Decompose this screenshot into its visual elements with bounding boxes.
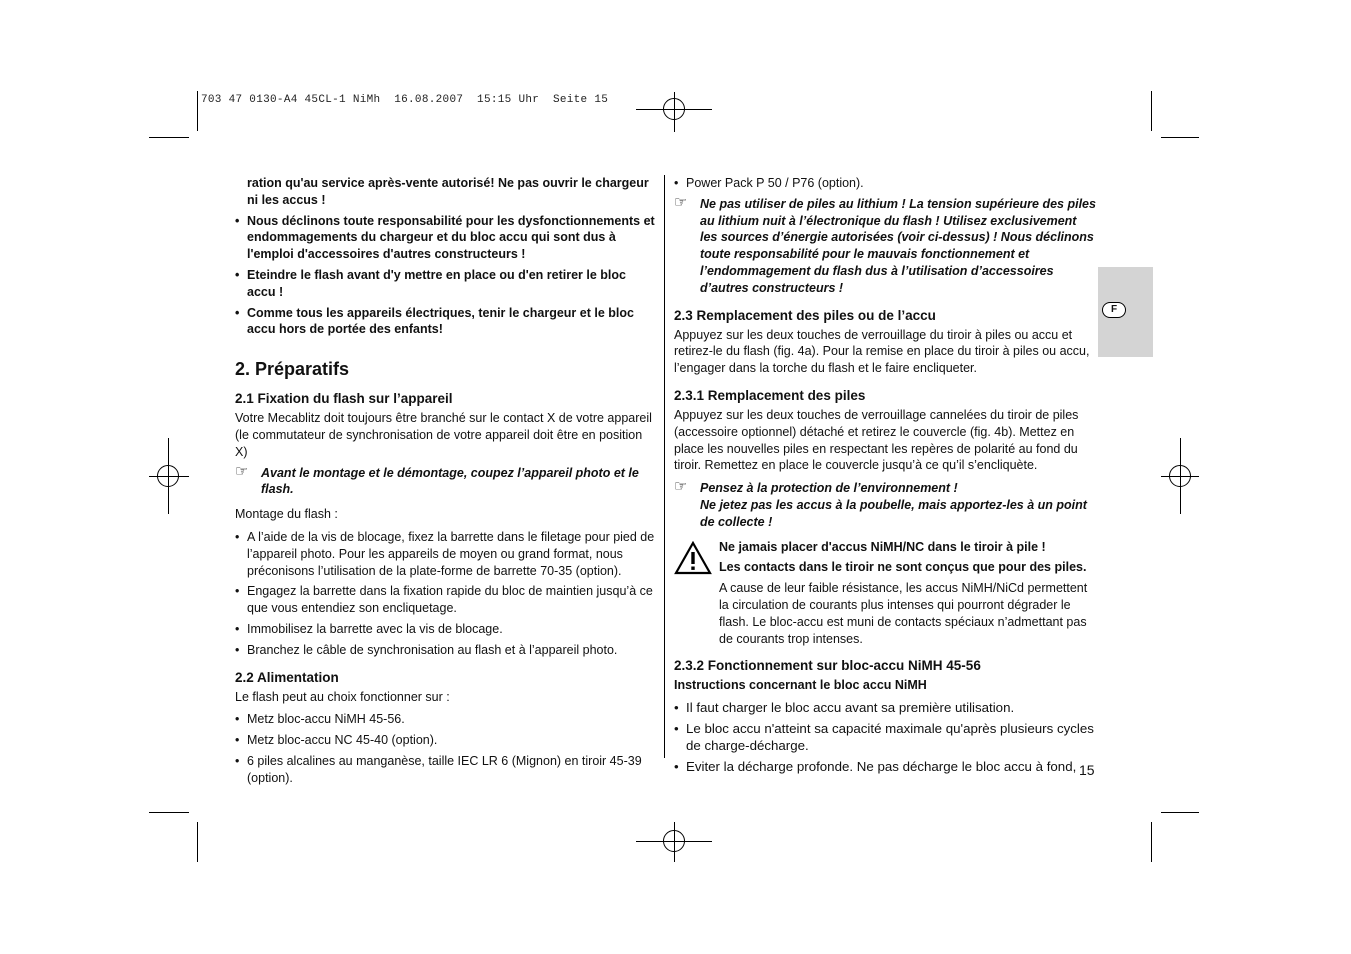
list-item: • Eviter la décharge profonde. Ne pas décharge le bloc accu à fond, (674, 758, 1077, 774)
paragraph-heading: Instructions concernant le bloc accu NiMH (674, 678, 927, 693)
paragraph: Votre Mecablitz doit toujours être branché sur le contact X de votre appareil (le commutateur de synchronisation de votre appareil doit être en position X) (235, 411, 652, 459)
list-item: • Engagez la barrette dans la fixation rapide du bloc de maintien jusqu’à ce que vous entendiez son encliquetage. (235, 584, 653, 616)
print-header: 703 47 0130-A4 45CL-1 NiMh 16.08.2007 15:15 Uhr Seite 15 (201, 94, 609, 106)
page-number: 15 (1079, 762, 1095, 778)
list-item: • 6 piles alcalines au manganèse, taille IEC LR 6 (Mignon) en tiroir 45-39 (option). (235, 753, 642, 785)
list-item: • Le bloc accu n'atteint sa capacité maximale qu'après plusieurs cycles de charge-décharge. (674, 720, 1094, 753)
list-item: • Comme tous les appareils électriques, tenir le chargeur et le bloc accu hors de portée des enfants! (235, 305, 634, 337)
section-title: 2. Préparatifs (235, 359, 350, 380)
list-item: • Metz bloc-accu NC 45-40 (option). (235, 733, 438, 748)
list-item: • Power Pack P 50 / P76 (option). (674, 176, 864, 190)
pointing-hand-icon: ☞ (674, 193, 688, 211)
right-column (674, 175, 1096, 779)
paragraph: Appuyez sur les deux touches de verrouillage cannelées du tiroir de piles (accessoire optionnel) détaché et retirez le couvercle (fig. 4b). Mettez en place les nouvelles piles en respectant les repères de polarité au fond du tiroir. Remettez en place le couvercle jusqu’à ce qu’il s’encliquète. (674, 407, 1079, 473)
paragraph: A cause de leur faible résistance, les accus NiMH/NiCd permettent la circulation de courants plus intenses qui pourront dégrader le flash. Le bloc-accu est muni de contacts spéciaux n’admettant pas de courants trop intenses. (719, 581, 1088, 646)
warning-line: Ne jamais placer d'accus NiMH/NC dans le tiroir à pile ! (719, 539, 1046, 554)
hand-note: ☞ Pensez à la protection de l’environnement ! Ne jetez pas les accus à la poubelle, mais apportez-les à un point de collecte ! (674, 478, 1087, 529)
subsection-title: 2.1 Fixation du flash sur l’appareil (235, 391, 453, 407)
column-divider (664, 175, 665, 758)
subsection-title: 2.3 Remplacement des piles ou de l’accu (674, 307, 936, 323)
list-item: • Eteindre le flash avant d'y mettre en place ou d'en retirer le bloc accu ! (235, 267, 626, 299)
language-badge: F (1102, 302, 1126, 318)
paragraph: Montage du flash : (235, 507, 338, 522)
list-item: • Nous déclinons toute responsabilité pour les dysfonctionnements et endommagements du chargeur et du bloc accu qui sont dus à l'emploi d'accessoires d'autres constructeurs ! (235, 213, 655, 262)
list-item: • Branchez le câble de synchronisation au flash et à l’appareil photo. (235, 642, 618, 657)
paragraph: Appuyez sur les deux touches de verrouillage du tiroir à piles ou accu et retirez-le du flash (fig. 4a). Pour la remise en place du tiroir à piles ou accu, l’engager dans la torche du flash et le faire encliqueter. (674, 327, 1090, 376)
hand-note: ☞ Ne pas utiliser de piles au lithium ! La tension supérieure des piles au lithium nuit à l’électronique du flash ! Utilisez exclusivement les sources d’énergie autorisées (voir ci-dessus) ! Nous déclinons toute responsabilité pour le mauvais fonctionnement et l’endommagement du flash dus à l’utilisation d’accessoires d’autres constructeurs ! (674, 193, 1096, 295)
list-item: • Immobilisez la barrette avec la vis de blocage. (235, 621, 503, 636)
warning-triangle-icon (674, 541, 712, 575)
subsection-title: 2.2 Alimentation (235, 669, 339, 685)
warning-line: Les contacts dans le tiroir ne sont conçus que pour des piles. (719, 560, 1087, 575)
hand-note: ☞ Avant le montage et le démontage, coupez l’appareil photo et le flash. (235, 462, 639, 497)
subsection-title: 2.3.1 Remplacement des piles (674, 387, 866, 403)
intro-warning: ration qu'au service après-vente autorisé! Ne pas ouvrir le chargeur ni les accus ! (247, 176, 649, 207)
list-item: • Metz bloc-accu NiMH 45-56. (235, 712, 405, 727)
list-item: • Il faut charger le bloc accu avant sa première utilisation. (674, 700, 1015, 716)
subsection-title: 2.3.2 Fonctionnement sur bloc-accu NiMH 45-56 (674, 658, 981, 674)
left-column (235, 175, 657, 791)
pointing-hand-icon: ☞ (235, 462, 249, 480)
warning-block (674, 539, 1096, 648)
paragraph: Le flash peut au choix fonctionner sur : (235, 689, 450, 704)
list-item: • A l’aide de la vis de blocage, fixez la barrette dans le filetage pour pied de l’appareil photo. Pour les appareils de moyen ou grand format, nous préconisons l’utilisation de la plate-forme de barrette 70-35 (option). (235, 529, 655, 578)
pointing-hand-icon: ☞ (674, 478, 688, 496)
